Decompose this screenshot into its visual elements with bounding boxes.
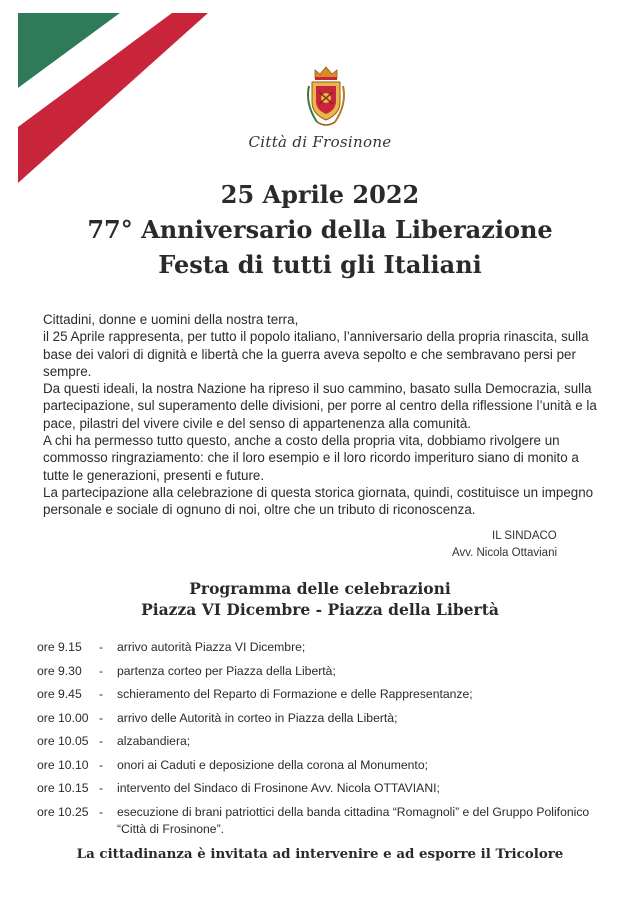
schedule-dash: - xyxy=(99,804,104,819)
city-crest-icon xyxy=(303,64,349,132)
schedule-dash: - xyxy=(99,687,104,701)
program-heading xyxy=(0,578,640,620)
title-date: 25 Aprile 2022 xyxy=(220,180,420,209)
schedule-description: partenza corteo per Piazza della Libertà; xyxy=(117,663,336,678)
schedule-description: alzabandiera; xyxy=(117,734,191,748)
schedule-description: intervento del Sindaco di Frosinone Avv. Nicola OTTAVIANI; xyxy=(117,781,440,795)
letter-paragraph: A chi ha permesso tutto questo, anche a costo della propria vita, dobbiamo rivolgere un commosso ringraziamento: che il loro esempio e il loro ricordo imperituro siano di monito a tutte le generazioni, presenti e future. xyxy=(43,433,579,483)
schedule-list xyxy=(37,639,607,844)
schedule-time: ore 9.30 xyxy=(37,663,82,678)
title-anniversary: 77° Anniversario della Liberazione xyxy=(87,215,553,244)
letter-paragraph: Cittadini, donne e uomini della nostra terra, xyxy=(43,312,299,327)
schedule-dash: - xyxy=(99,640,104,654)
schedule-time: ore 9.45 xyxy=(37,687,82,701)
schedule-time: ore 10.10 xyxy=(37,757,89,772)
schedule-dash: - xyxy=(99,710,104,725)
schedule-item xyxy=(37,710,607,734)
schedule-item xyxy=(37,733,607,757)
letter-paragraph: il 25 Aprile rappresenta, per tutto il popolo italiano, l’anniversario della propria rinascita, sulla base dei valori di dignità e libertà che la guerra aveva sepolto e che sembravano persi per sempre. xyxy=(43,329,589,379)
schedule-item xyxy=(37,780,607,804)
schedule-description: esecuzione di brani patriottici della banda cittadina “Romagnoli” e del Gruppo Polifonico “Città di Frosinone”. xyxy=(117,804,590,836)
schedule-time: ore 10.15 xyxy=(37,781,89,795)
schedule-description: arrivo delle Autorità in corteo in Piazza della Libertà; xyxy=(117,710,398,725)
city-name: Città di Frosinone xyxy=(248,133,392,151)
schedule-item xyxy=(37,686,607,710)
tricolore-flag-stripes xyxy=(0,0,230,200)
schedule-description: schieramento del Reparto di Formazione e delle Rappresentanze; xyxy=(117,687,473,701)
schedule-time: ore 10.25 xyxy=(37,804,89,819)
mayor-letter xyxy=(43,311,601,519)
program-subtitle: Piazza VI Dicembre - Piazza della Libertà xyxy=(141,600,499,619)
schedule-item xyxy=(37,757,607,781)
schedule-time: ore 9.15 xyxy=(37,640,82,654)
schedule-time: ore 10.05 xyxy=(37,734,89,748)
signature-name: Avv. Nicola Ottaviani xyxy=(452,547,558,559)
schedule-dash: - xyxy=(99,781,104,795)
program-title: Programma delle celebrazioni xyxy=(189,579,451,598)
schedule-dash: - xyxy=(99,757,104,772)
schedule-item xyxy=(37,639,607,663)
letter-paragraph: Da questi ideali, la nostra Nazione ha ripreso il suo cammino, basato sulla Democrazia, sulla partecipazione, sul superamento delle divisioni, per porre al centro della riflessione l’unità e la pace, pilastri del vivere civile e del senso di appartenenza alla comunità. xyxy=(43,381,597,431)
page-titles xyxy=(0,177,640,282)
signature-title: IL SINDACO xyxy=(492,530,557,542)
footer-invitation: La cittadinanza è invitata ad intervenire e ad esporre il Tricolore xyxy=(76,846,564,862)
title-festa: Festa di tutti gli Italiani xyxy=(158,250,482,279)
letter-paragraph: La partecipazione alla celebrazione di questa storica giornata, quindi, costituisce un impegno personale e sociale di ognuno di noi, oltre che un tributo di riconoscenza. xyxy=(43,484,594,518)
schedule-item xyxy=(37,663,607,687)
schedule-dash: - xyxy=(99,734,104,748)
schedule-time: ore 10.00 xyxy=(37,710,89,725)
schedule-dash: - xyxy=(99,663,104,678)
schedule-item xyxy=(37,804,607,844)
schedule-description: arrivo autorità Piazza VI Dicembre; xyxy=(117,640,306,654)
schedule-description: onori ai Caduti e deposizione della corona al Monumento; xyxy=(117,757,428,772)
